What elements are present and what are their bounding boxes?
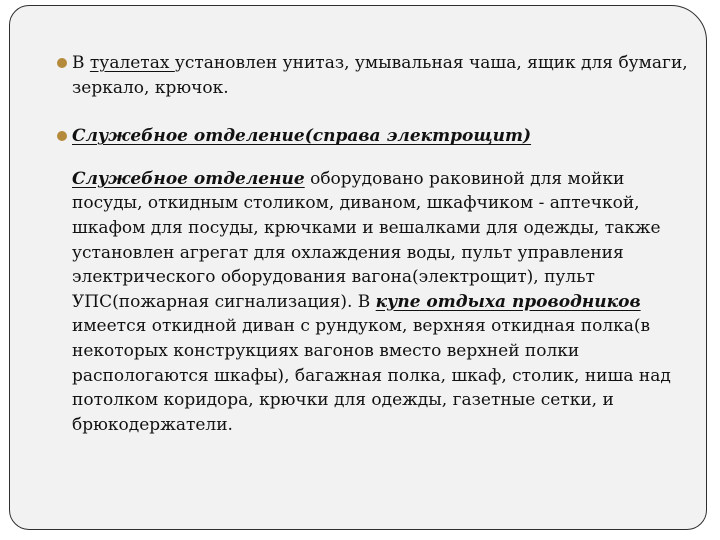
bullet-dot-icon bbox=[57, 58, 67, 68]
service-section-heading: Служебное отделение(справа электрощит) bbox=[72, 126, 532, 147]
description-text-2: имеется откидной диван с рундуком, верхняя откидная полка(в некоторых конструкциях вагонов вместо верхней полки распологаются шкафы), багажная полка, шкаф, столик, ниша над потолком коридора, крючки для одежды, газетные сетки, и брюкодержатели. bbox=[72, 316, 671, 435]
slide-frame bbox=[9, 5, 707, 530]
description-text-1: оборудовано раковиной для мойки посуды, откидным столиком, диваном, шкафчиком - аптечкой, шкафом для посуды, крючками и вешалками для одежды, также установлен агрегат для охлаждения воды, пульт управления электрического оборудования вагона(электрощит), пульт УПС(пожарная сигнализация). В bbox=[72, 168, 661, 312]
conductor-rest-compartment-term: купе отдыха проводников bbox=[375, 291, 641, 312]
toilets-term: туалетах bbox=[89, 53, 175, 73]
service-section-description bbox=[72, 167, 692, 438]
bullet-item-toilets bbox=[72, 51, 692, 100]
bullet-lead-text: В bbox=[72, 53, 90, 73]
service-section-term: Служебное отделение bbox=[72, 168, 305, 189]
bullet-rest-text: установлен унитаз, умывальная чаша, ящик для бумаги, зеркало, крючок. bbox=[72, 53, 688, 98]
bullet-item-service-section bbox=[72, 124, 692, 149]
bullet-dot-icon bbox=[57, 131, 67, 141]
slide-content bbox=[72, 51, 692, 437]
